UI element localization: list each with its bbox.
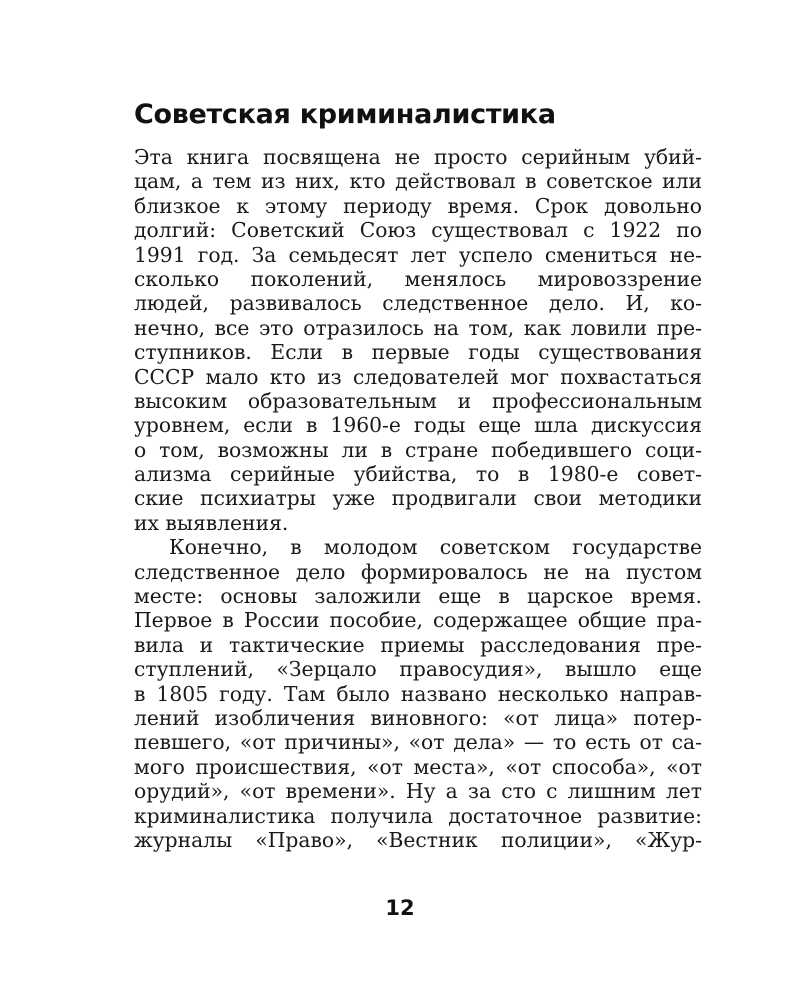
paragraph-1 bbox=[134, 145, 702, 535]
text-line: ступников. Если в первые годы существования bbox=[134, 340, 702, 365]
text-line: в 1805 году. Там было названо несколько направ- bbox=[134, 681, 702, 706]
text-line: Конечно, в молодом советском государстве bbox=[169, 535, 702, 560]
text-line: вила и тактические приемы расследования пре- bbox=[134, 632, 702, 657]
chapter-heading: Советская криминалистика bbox=[134, 99, 556, 130]
paragraph-2 bbox=[134, 535, 702, 852]
body-text bbox=[134, 145, 702, 852]
text-line: ступлений, «Зерцало правосудия», вышло еще bbox=[134, 657, 702, 682]
text-line: орудий», «от времени». Ну а за сто с лишним лет bbox=[134, 779, 702, 804]
text-line: Эта книга посвящена не просто серийным убий- bbox=[134, 145, 702, 169]
text-line: ские психиатры уже продвигали свои методики bbox=[134, 486, 702, 511]
text-line: долгий: Советский Союз существовал с 1922 по bbox=[134, 218, 702, 243]
text-line: цам, а тем из них, кто действовал в советское или bbox=[134, 169, 702, 194]
text-line: высоким образовательным и профессиональным bbox=[134, 388, 702, 413]
text-line: 1991 год. За семьдесят лет успело смениться не- bbox=[134, 242, 702, 267]
text-line: близкое к этому периоду время. Срок довольно bbox=[134, 193, 702, 218]
text-line: следственное дело формировалось не на пустом bbox=[134, 559, 702, 584]
text-line: лений изобличения виновного: «от лица» потер- bbox=[134, 705, 702, 730]
text-line: уровнем, если в 1960-е годы еще шла дискуссия bbox=[134, 413, 702, 438]
text-line: месте: основы заложили еще в царское время. bbox=[134, 584, 702, 609]
text-line: нечно, все это отразилось на том, как ловили пре- bbox=[134, 315, 702, 340]
page-number: 12 bbox=[385, 896, 415, 920]
text-line: о том, возможны ли в стране победившего соци- bbox=[134, 437, 702, 462]
text-line: криминалистика получила достаточное развитие: bbox=[134, 803, 702, 828]
text-line: Первое в России пособие, содержащее общие пра- bbox=[134, 608, 702, 633]
text-line: ализма серийные убийства, то в 1980-е совет- bbox=[134, 462, 702, 487]
text-line: людей, развивалось следственное дело. И, ко- bbox=[134, 291, 702, 316]
text-line: сколько поколений, менялось мировоззрение bbox=[134, 266, 702, 291]
text-line: СССР мало кто из следователей мог похвастаться bbox=[134, 364, 702, 389]
text-line: их выявления. bbox=[134, 510, 289, 535]
text-line: певшего, «от причины», «от дела» — то есть от са- bbox=[134, 730, 702, 755]
text-line: мого происшествия, «от места», «от способа», «от bbox=[134, 754, 702, 779]
text-line: журналы «Право», «Вестник полиции», «Жур- bbox=[134, 827, 702, 852]
